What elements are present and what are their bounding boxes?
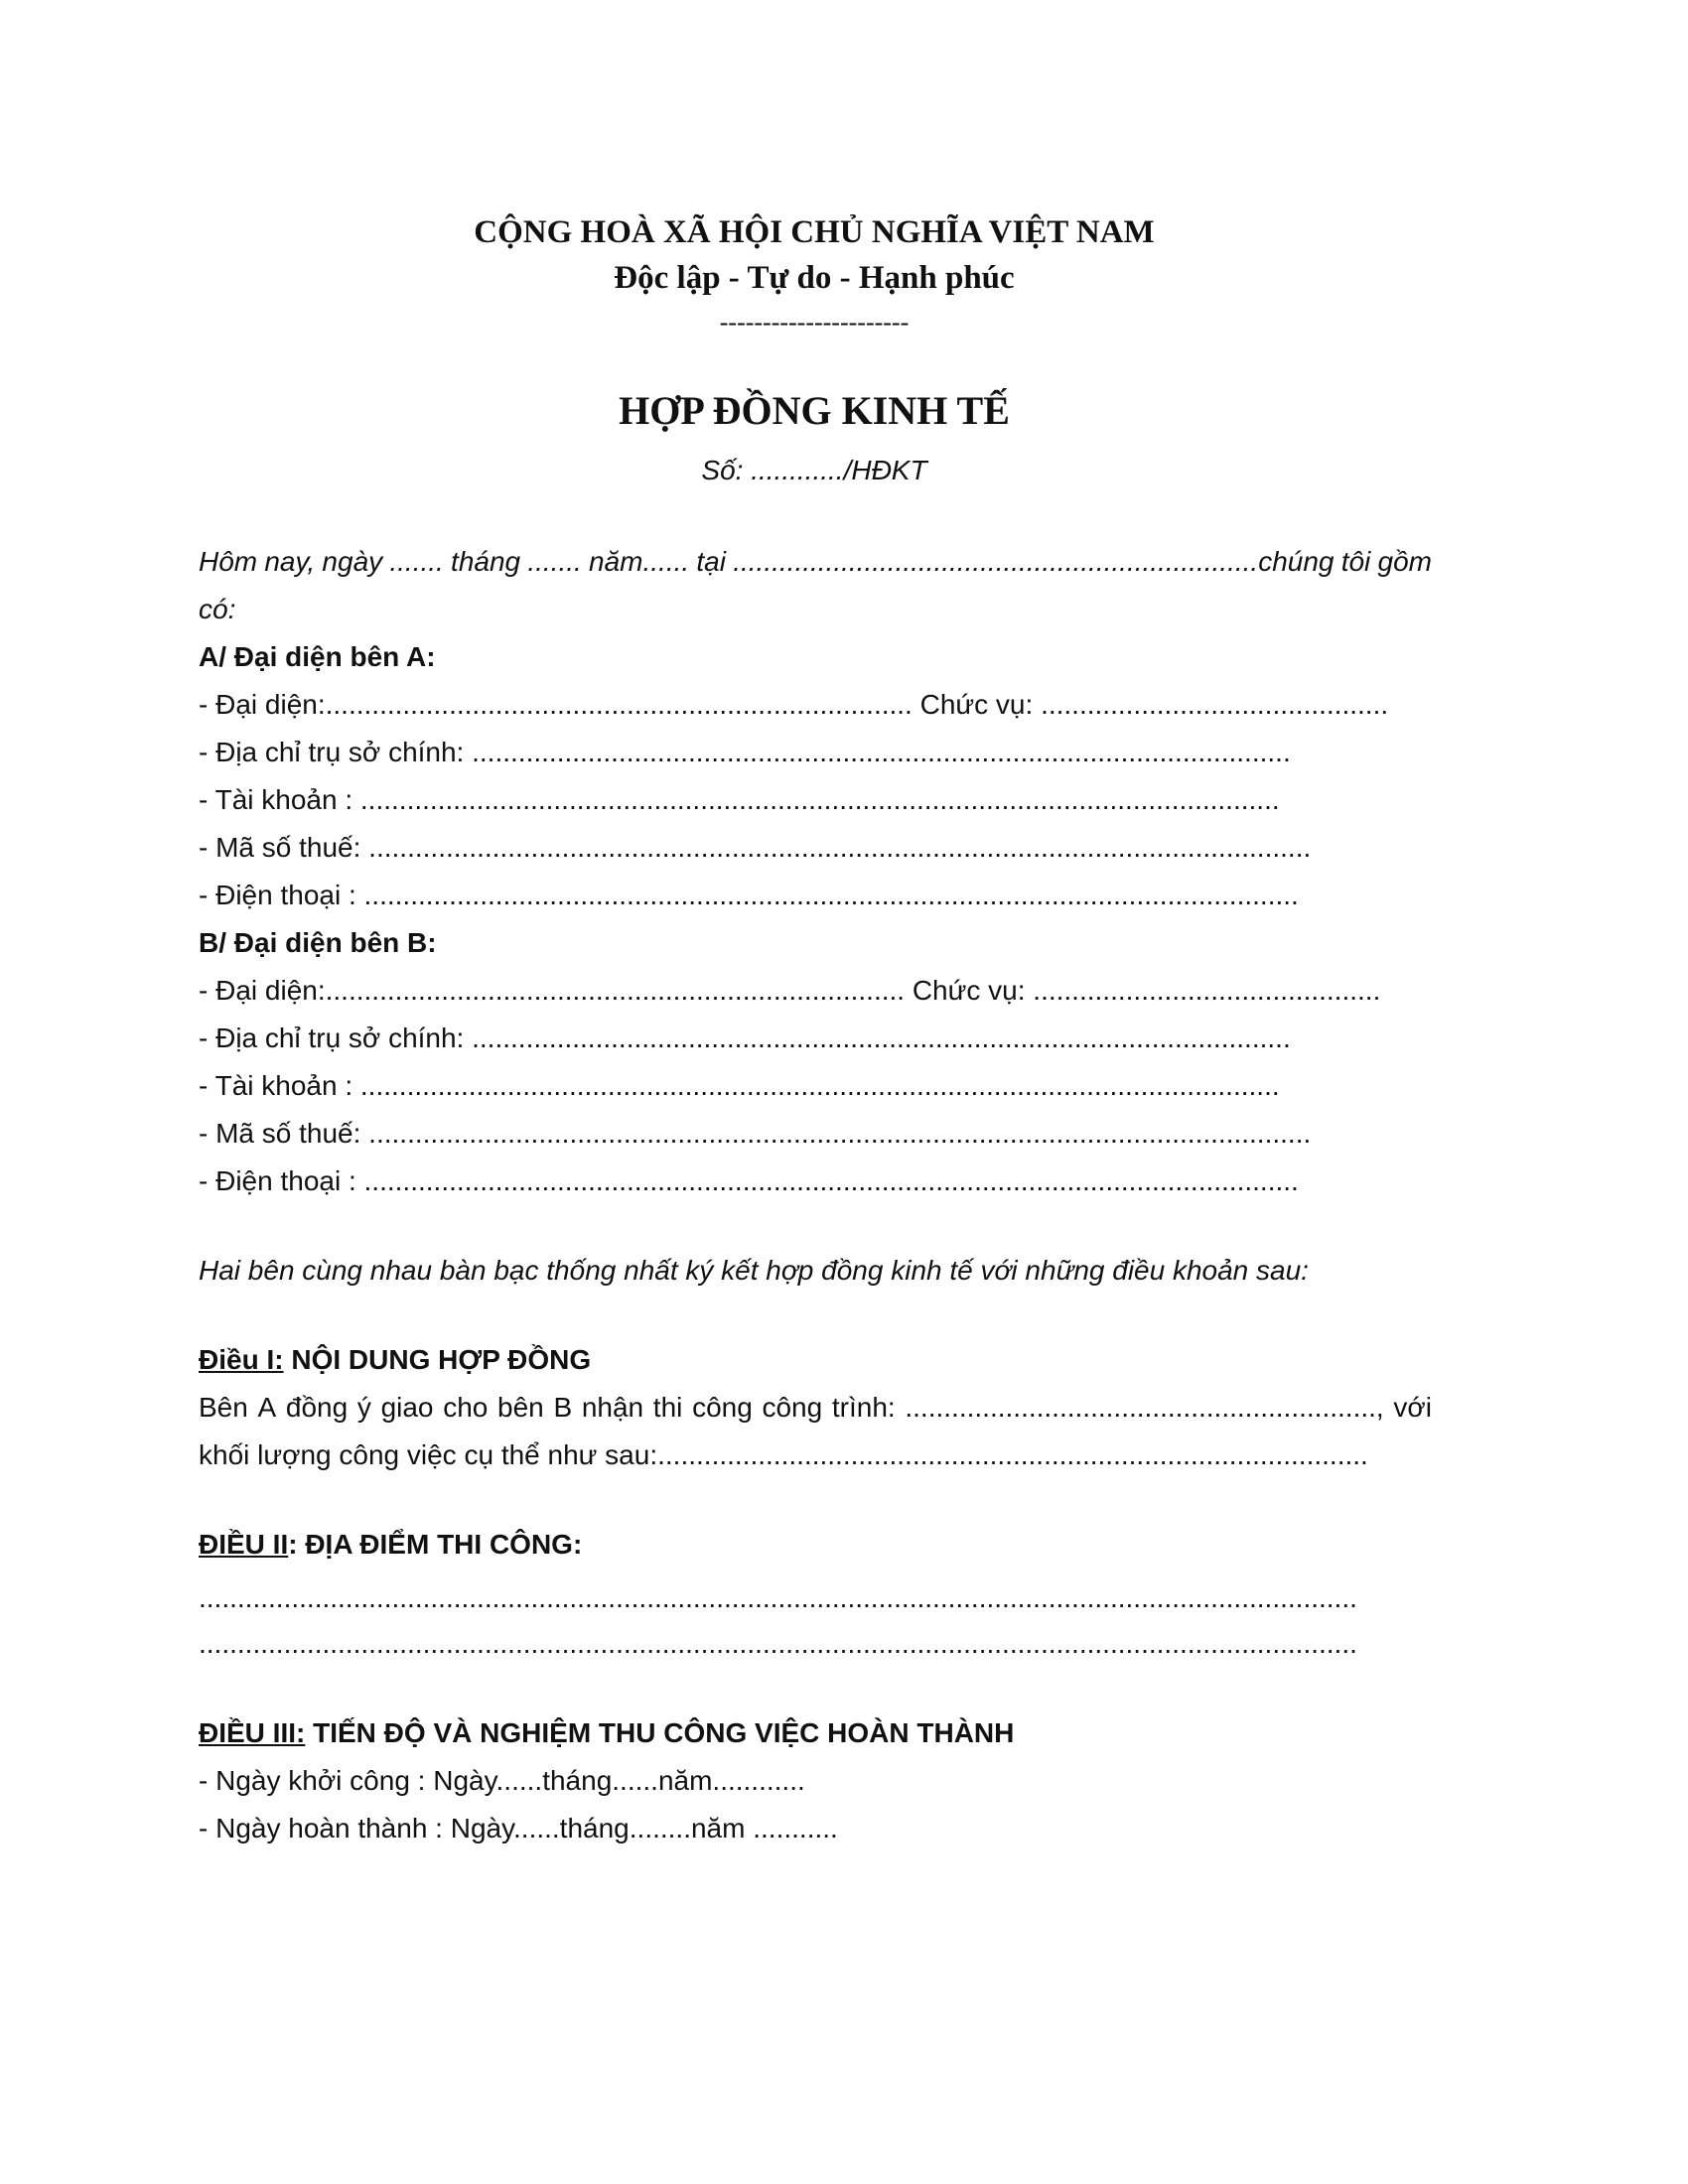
article-3-finish-date: - Ngày hoàn thành : Ngày......tháng........năm ........... xyxy=(199,1813,838,1843)
agreement-statement: Hai bên cùng nhau bàn bạc thống nhất ký kết hợp đồng kinh tế với những điều khoản sau: xyxy=(199,1255,1309,1286)
article-3-title: TIẾN ĐỘ VÀ NGHIỆM THU CÔNG VIỆC HOÀN THÀNH xyxy=(305,1717,1015,1748)
article-1-word: ............................................................., xyxy=(905,1392,1384,1423)
article-1-line-1 xyxy=(199,1392,1432,1424)
article-2-line-1: ...................................................................................................................................................... xyxy=(199,1582,1357,1613)
party-a-representative: - Đại diện:............................................................................ Chức vụ: ............................................. xyxy=(199,689,1389,720)
article-1-word: B xyxy=(553,1392,573,1423)
intro-word: ....... xyxy=(527,546,582,577)
party-b-tax-code: - Mã số thuế: .......................................................................................................................... xyxy=(199,1118,1312,1149)
article-1-word: giao xyxy=(380,1392,434,1423)
article-1-heading xyxy=(199,1344,591,1376)
article-1-word: với xyxy=(1393,1392,1432,1423)
article-1-word: trình: xyxy=(831,1392,896,1423)
article-1-line-2: khối lượng công việc cụ thể như sau:............................................................................................ xyxy=(199,1439,1368,1470)
intro-word: ....... xyxy=(389,546,444,577)
party-b-heading: B/ Đại diện bên B: xyxy=(199,927,437,958)
header-separator: ---------------------- xyxy=(719,308,910,337)
article-1-word: đồng xyxy=(285,1392,349,1423)
party-a-tax-code: - Mã số thuế: .......................................................................................................................... xyxy=(199,832,1312,863)
article-2-line-2: ...................................................................................................................................................... xyxy=(199,1628,1357,1659)
article-1-word: cho xyxy=(443,1392,489,1423)
article-2-label: ĐIỀU II xyxy=(199,1529,289,1560)
contract-title: HỢP ĐỒNG KINH TẾ xyxy=(619,388,1010,433)
article-1-word: công xyxy=(692,1392,753,1423)
article-1-label: Điều I: xyxy=(199,1344,284,1375)
article-3-heading xyxy=(199,1717,1014,1749)
party-a-address: - Địa chỉ trụ sở chính: .......................................................................................................... xyxy=(199,737,1291,767)
intro-word: ....................................................................chúng xyxy=(733,546,1335,577)
intro-word: năm...... xyxy=(589,546,690,577)
intro-word: nay, xyxy=(264,546,316,577)
intro-word: Hôm xyxy=(199,546,258,577)
party-b-phone: - Điện thoại : ......................................................................................................................... xyxy=(199,1165,1299,1196)
intro-word: tại xyxy=(696,546,726,577)
party-a-heading: A/ Đại diện bên A: xyxy=(199,641,436,672)
party-a-account: - Tài khoản : ....................................................................................................................... xyxy=(199,784,1280,815)
intro-word: ngày xyxy=(322,546,383,577)
intro-word: gồm xyxy=(1377,546,1432,577)
article-1-word: A xyxy=(257,1392,277,1423)
article-1-word: bên xyxy=(497,1392,544,1423)
article-1-word: Bên xyxy=(199,1392,248,1423)
intro-line-1 xyxy=(199,546,1432,578)
article-1-title: NỘI DUNG HỢP ĐỒNG xyxy=(283,1344,592,1375)
party-b-account: - Tài khoản : ....................................................................................................................... xyxy=(199,1070,1280,1101)
article-3-label: ĐIỀU III: xyxy=(199,1717,306,1748)
article-1-word: ý xyxy=(356,1392,371,1423)
article-1-word: thi xyxy=(652,1392,683,1423)
party-a-phone: - Điện thoại : ......................................................................................................................... xyxy=(199,880,1299,910)
article-2-heading xyxy=(199,1529,582,1561)
article-1-word: nhận xyxy=(581,1392,644,1423)
party-b-address: - Địa chỉ trụ sở chính: .......................................................................................................... xyxy=(199,1023,1291,1053)
intro-word: tháng xyxy=(451,546,521,577)
contract-number: Số: ............/HĐKT xyxy=(701,455,927,485)
national-title: CỘNG HOÀ XÃ HỘI CHỦ NGHĨA VIỆT NAM xyxy=(474,214,1155,250)
party-b-representative: - Đại diện:........................................................................... Chức vụ: ............................................. xyxy=(199,975,1381,1006)
intro-line-2: có: xyxy=(199,594,236,624)
article-3-start-date: - Ngày khởi công : Ngày......tháng......năm............ xyxy=(199,1765,805,1796)
article-2-title: : ĐỊA ĐIỂM THI CÔNG: xyxy=(288,1529,583,1560)
national-motto: Độc lập - Tự do - Hạnh phúc xyxy=(614,260,1015,296)
intro-word: tôi xyxy=(1340,546,1371,577)
article-1-word: công xyxy=(762,1392,823,1423)
